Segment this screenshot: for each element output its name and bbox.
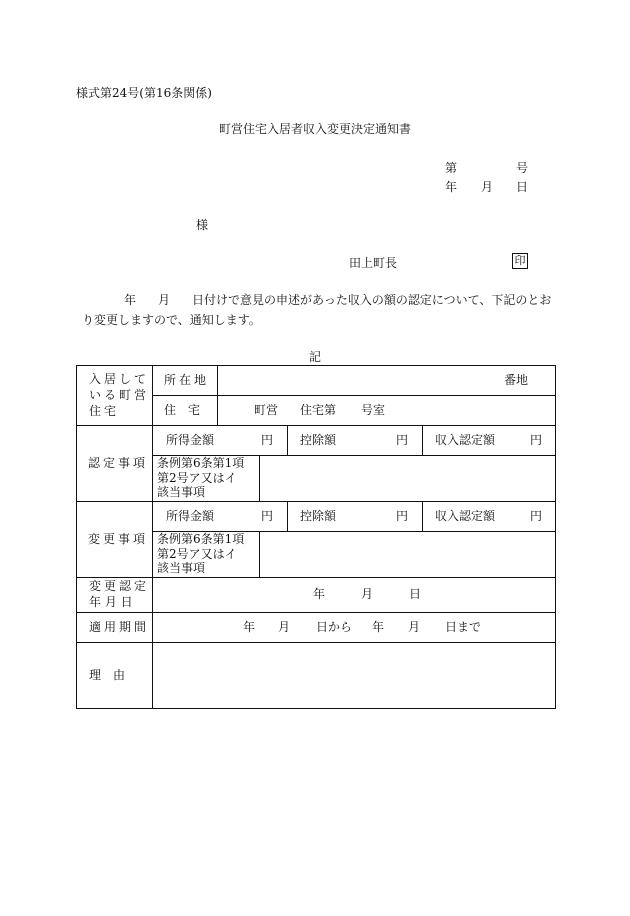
certified-article-line-3: 該当事項 <box>157 485 206 499</box>
body-month: 月 <box>158 293 171 307</box>
change-date-label-line-2: 年 月 日 <box>89 595 133 609</box>
housing-number: 住宅第 <box>300 403 337 417</box>
period-from-day: 日から <box>316 620 353 634</box>
changed-article-line-2: 第2号ア又はイ <box>157 547 237 561</box>
certified-article-line-2: 第2号ア又はイ <box>157 471 237 485</box>
changed-matters-label: 変更事項 <box>88 532 149 546</box>
certified-recognized-income-yen: 円 <box>530 433 543 447</box>
body-text-line-2: り変更しますので、通知します。 <box>82 313 261 327</box>
certified-income-label: 所得金額 <box>166 433 215 447</box>
issue-date-year: 年 <box>445 180 458 194</box>
housing-label: 住 宅 <box>164 403 201 417</box>
application-period-label: 適用期間 <box>89 620 150 634</box>
address-label: 所在地 <box>164 373 210 387</box>
reference-number-prefix: 第 <box>445 161 458 175</box>
changed-deduction-yen: 円 <box>396 509 409 523</box>
certified-deduction-yen: 円 <box>396 433 409 447</box>
reason-label: 理 由 <box>89 668 126 682</box>
change-date-day: 日 <box>409 587 422 601</box>
certified-matters-label: 認定事項 <box>88 456 149 470</box>
ki-heading: 記 <box>308 350 321 364</box>
certified-article-line-1: 条例第6条第1項 <box>157 456 245 470</box>
document-title: 町営住宅入居者収入変更決定通知書 <box>218 122 411 136</box>
changed-article-line-3: 該当事項 <box>157 561 206 575</box>
resident-label-line-3: 住宅 <box>89 404 120 418</box>
period-from-month: 月 <box>278 620 291 634</box>
body-year: 年 <box>124 293 137 307</box>
issue-date-day: 日 <box>516 180 529 194</box>
changed-income-label: 所得金額 <box>166 509 215 523</box>
period-to-year: 年 <box>372 620 385 634</box>
changed-income-yen: 円 <box>261 509 274 523</box>
change-date-month: 月 <box>361 587 374 601</box>
seal-stamp: 印 <box>512 253 528 269</box>
certified-deduction-label: 控除額 <box>300 433 337 447</box>
form-number: 様式第24号(第16条関係) <box>76 86 212 100</box>
period-from-year: 年 <box>243 620 256 634</box>
certified-income-yen: 円 <box>261 433 274 447</box>
changed-article-line-1: 条例第6条第1項 <box>157 532 245 546</box>
resident-label-line-1: 入居して <box>89 372 150 386</box>
housing-room: 号室 <box>361 403 386 417</box>
period-to-month: 月 <box>408 620 421 634</box>
certified-recognized-income-label: 収入認定額 <box>435 433 496 447</box>
address-suffix: 番地 <box>504 373 529 387</box>
reference-number-suffix: 号 <box>516 161 529 175</box>
housing-town: 町営 <box>254 403 279 417</box>
changed-recognized-income-yen: 円 <box>530 509 543 523</box>
resident-label-line-2: いる町営 <box>89 388 150 402</box>
notice-form-table <box>76 365 556 709</box>
issue-date-month: 月 <box>481 180 494 194</box>
body-text-line-1 <box>124 293 551 307</box>
body-rest: 日付けで意見の申述があった収入の額の認定について、下記のとお <box>192 293 552 307</box>
addressee-honorific: 様 <box>196 218 209 232</box>
change-date-label-line-1: 変更認定 <box>89 579 150 593</box>
changed-deduction-label: 控除額 <box>300 509 337 523</box>
period-to-day: 日まで <box>445 620 482 634</box>
changed-recognized-income-label: 収入認定額 <box>435 509 496 523</box>
issuer-name: 田上町長 <box>349 256 398 270</box>
change-date-year: 年 <box>313 587 326 601</box>
